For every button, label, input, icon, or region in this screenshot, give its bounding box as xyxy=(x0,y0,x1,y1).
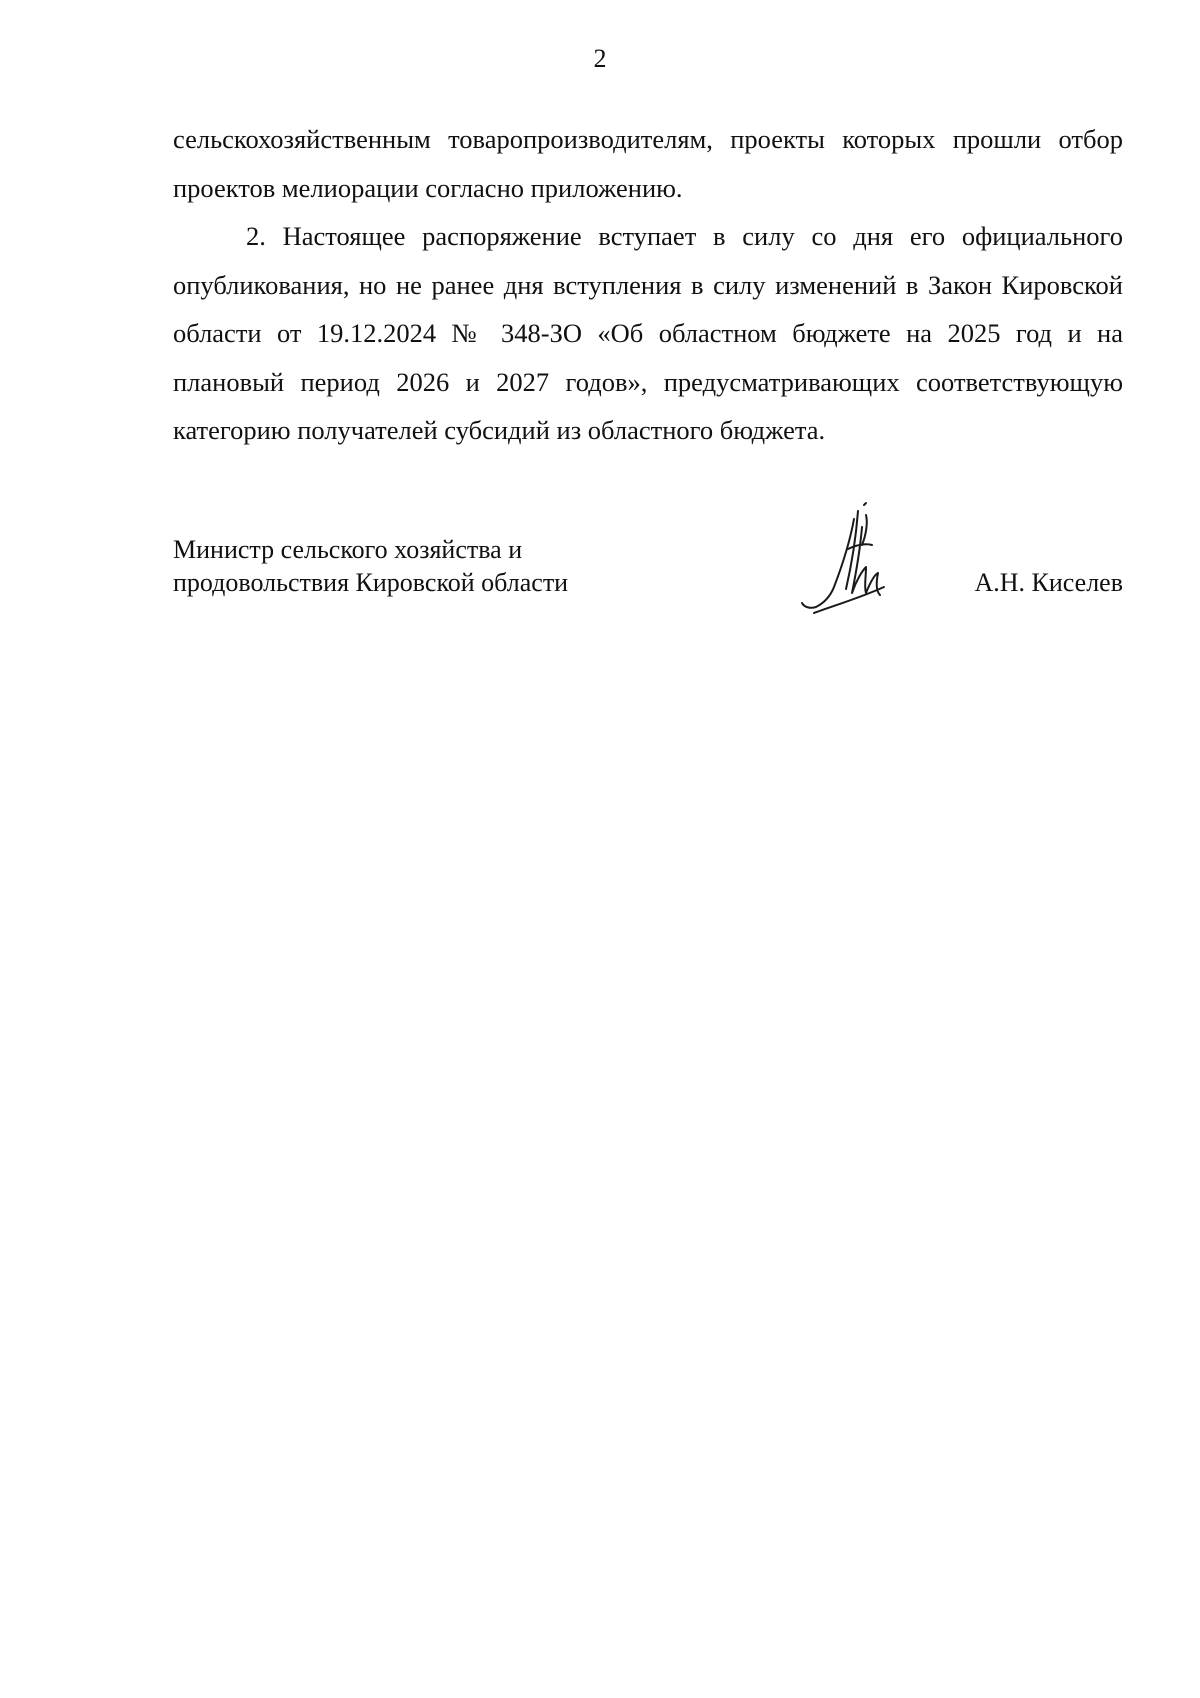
signer-position-line-2: продовольствия Кировской области xyxy=(173,568,569,597)
signer-position-line-1: Министр сельского хозяйства и xyxy=(173,535,523,564)
paragraph-item-2: 2. Настоящее распоряжение вступает в силу со дня его официального опубликования, но не ранее дня вступления в силу изменений в Закон Кировской области от 19.12.2024 № 348-ЗО «Об областном бюджете на 2025 год и на плановый период 2026 и 2027 годов», предусматривающих соответствующую категорию получателей субсидий из областного бюджета. xyxy=(173,221,1123,445)
signer-name: А.Н. Киселев xyxy=(974,568,1123,597)
paragraph-continuation: сельскохозяйственным товаропроизводителям, проекты которых прошли отбор проектов мелиорации согласно приложению. xyxy=(173,124,1123,203)
handwritten-signature-icon xyxy=(796,501,896,616)
page-number: 2 xyxy=(593,44,607,73)
signature-block xyxy=(173,533,1123,643)
document-body xyxy=(173,115,1123,455)
signer-position xyxy=(173,533,568,599)
